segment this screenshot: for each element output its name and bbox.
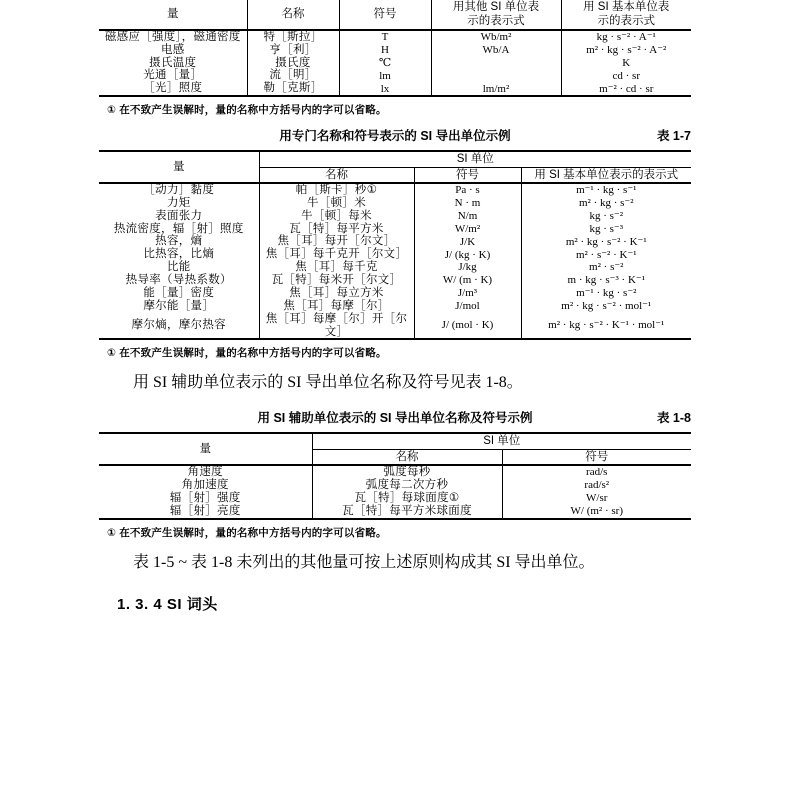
table-row [99, 235, 691, 248]
cell-other-expression: Wb/A [431, 44, 561, 57]
cell-symbol: J/m³ [414, 287, 521, 300]
cell-name: 亨［利］ [247, 44, 339, 57]
table-row [99, 30, 691, 44]
cell-base-expression: m² · kg · s⁻² · K⁻¹ [521, 235, 691, 248]
cell-name: 勒［克斯］ [247, 82, 339, 96]
cell-name: 瓦［特］每平方米 [259, 223, 414, 236]
cell-quantity: 光通［量］ [143, 69, 203, 82]
cell-name: 特［斯拉］ [247, 30, 339, 44]
table-1-8-caption-title: 用 SI 辅助单位表示的 SI 导出单位名称及符号示例 [257, 411, 533, 426]
table-row [99, 183, 691, 197]
cell-base-expression: cd · sr [561, 69, 691, 82]
table-row [99, 479, 691, 492]
header-quantity: 量 [99, 151, 259, 183]
cell-quantity: 角加速度 [181, 479, 229, 491]
table-row [99, 465, 691, 479]
cell-name: 牛［顿］每米 [259, 210, 414, 223]
table-1-7-caption [99, 119, 691, 150]
cell-symbol: rad/s [502, 465, 691, 479]
header-base-si-expression [561, 0, 691, 30]
table-1-8-body [99, 465, 691, 519]
cell-base-expression: m⁻¹ · kg · s⁻² [521, 287, 691, 300]
cell-quantity: 角速度 [187, 466, 223, 479]
table-1-7-container [99, 150, 691, 340]
cell-quantity: 热流密度，辐［射］照度 [113, 222, 244, 235]
cell-name: 流［明］ [247, 69, 339, 82]
cell-base-expression: m² · s⁻² [521, 261, 691, 274]
table-row [99, 248, 691, 261]
table-row [99, 82, 691, 96]
cell-symbol: W/sr [502, 492, 691, 505]
cell-symbol: W/m² [414, 223, 521, 236]
cell-symbol: W/ (m² · sr) [502, 505, 691, 519]
cell-name: 瓦［特］每球面度① [312, 492, 502, 505]
cell-quantity: 比热容，比熵 [143, 248, 215, 261]
table-1-8-container [99, 432, 691, 519]
header-symbol: 符号 [502, 449, 691, 465]
cell-quantity: ［光］照度 [143, 82, 203, 95]
table-1-8-footnote: ① 在不致产生误解时，量的名称中方括号内的字可以省略。 [107, 526, 387, 539]
cell-symbol: lm [339, 69, 431, 82]
cell-base-expression: m² · kg · s⁻² · mol⁻¹ [521, 300, 691, 313]
paragraph-before-table-1-8: 用 SI 辅助单位表示的 SI 导出单位名称及符号见表 1-8。 [133, 374, 523, 392]
cell-base-expression: K [561, 57, 691, 70]
cell-name: 帕［斯卡］秒① [259, 183, 414, 197]
cell-other-expression: lm/m² [431, 82, 561, 96]
cell-base-expression: kg · s⁻² [521, 210, 691, 223]
table-header-row-group [99, 151, 691, 167]
cell-symbol: J/ (mol · K) [414, 313, 521, 340]
cell-symbol: W/ (m · K) [414, 274, 521, 287]
table-1-6-footnote: ① 在不致产生误解时，量的名称中方括号内的字可以省略。 [107, 104, 387, 117]
table-1-8-caption [99, 401, 691, 432]
cell-base-expression: m² · kg · s⁻² · A⁻² [561, 44, 691, 57]
header-symbol: 符号 [339, 0, 431, 30]
cell-symbol: T [339, 30, 431, 44]
cell-base-expression: kg · s⁻² · A⁻¹ [561, 30, 691, 44]
table-1-8 [99, 432, 691, 519]
cell-base-expression: m² · s⁻² · K⁻¹ [521, 248, 691, 261]
cell-symbol: N · m [414, 197, 521, 210]
header-si-unit: SI 单位 [312, 433, 691, 449]
cell-quantity: ［动力］黏度 [143, 183, 215, 196]
header-base-si-line1: 用 SI 基本单位表 [583, 1, 670, 13]
cell-name: 瓦［特］每米开［尔文］ [259, 274, 414, 287]
cell-symbol: rad/s² [502, 479, 691, 492]
cell-quantity: 热导率（导热系数） [125, 274, 232, 286]
cell-other-expression: Wb/m² [431, 30, 561, 44]
cell-symbol: J/mol [414, 300, 521, 313]
header-base-si-line2: 示的表示式 [597, 15, 655, 28]
cell-base-expression: kg · s⁻³ [521, 223, 691, 236]
table-1-7-footnote: ① 在不致产生误解时，量的名称中方括号内的字可以省略。 [107, 347, 387, 360]
header-symbol: 符号 [414, 167, 521, 183]
cell-name: 牛［顿］米 [259, 197, 414, 210]
cell-name: 摄氏度 [247, 57, 339, 70]
cell-symbol: ℃ [339, 57, 431, 70]
cell-quantity: 比能 [166, 261, 191, 274]
header-other-si-expression [431, 0, 561, 30]
table-header-row-group [99, 433, 691, 449]
cell-quantity: 磁感应［强度］，磁通密度 [104, 30, 241, 43]
cell-quantity: 力矩 [166, 196, 191, 209]
section-heading-1-3-4: 1. 3. 4 SI 词头 [117, 595, 218, 613]
table-row [99, 44, 691, 57]
table-1-6 [99, 0, 691, 97]
table-row [99, 197, 691, 210]
header-base-expression: 用 SI 基本单位表示的表示式 [521, 167, 691, 183]
cell-base-expression: m² · kg · s⁻² [521, 197, 691, 210]
cell-base-expression: m⁻² · cd · sr [561, 82, 691, 96]
cell-name: 焦［耳］每开［尔文］ [259, 235, 414, 248]
header-name: 名称 [247, 0, 339, 30]
cell-symbol: Pa · s [414, 183, 521, 197]
header-name: 名称 [312, 449, 502, 465]
cell-name: 弧度每二次方秒 [312, 479, 502, 492]
table-1-8-caption-number: 表 1-8 [656, 411, 691, 426]
table-1-6-body [99, 30, 691, 96]
cell-symbol: lx [339, 82, 431, 96]
header-quantity: 量 [99, 433, 312, 465]
cell-name: 焦［耳］每摩［尔］开［尔文］ [259, 313, 414, 340]
cell-quantity: 能［量］密度 [143, 286, 215, 299]
header-si-unit: SI 单位 [259, 151, 691, 167]
cell-base-expression: m² · kg · s⁻² · K⁻¹ · mol⁻¹ [521, 313, 691, 340]
cell-symbol: J/K [414, 235, 521, 248]
cell-symbol: J/kg [414, 261, 521, 274]
table-row [99, 300, 691, 313]
table-1-7-caption-title: 用专门名称和符号表示的 SI 导出单位示例 [279, 129, 511, 144]
table-row [99, 274, 691, 287]
table-row [99, 223, 691, 236]
table-1-6-container [99, 0, 691, 97]
header-other-si-line2: 示的表示式 [467, 15, 525, 28]
header-quantity: 量 [167, 8, 179, 21]
header-other-si-line1: 用其他 SI 单位表 [452, 1, 540, 13]
cell-other-expression [431, 57, 561, 70]
cell-quantity: 电感 [160, 43, 185, 56]
cell-name: 焦［耳］每千克 [259, 261, 414, 274]
cell-name: 弧度每秒 [312, 465, 502, 479]
table-row [99, 313, 691, 340]
table-row [99, 492, 691, 505]
table-row [99, 505, 691, 519]
cell-name: 瓦［特］每平方米球面度 [312, 505, 502, 519]
table-row [99, 210, 691, 223]
table-row [99, 69, 691, 82]
table-1-7-body [99, 183, 691, 340]
cell-base-expression: m⁻¹ · kg · s⁻¹ [521, 183, 691, 197]
cell-name: 焦［耳］每摩［尔］ [259, 300, 414, 313]
cell-quantity: 摄氏温度 [149, 56, 197, 69]
table-header-row [99, 0, 691, 30]
cell-symbol: N/m [414, 210, 521, 223]
table-1-7-caption-number: 表 1-7 [656, 129, 691, 144]
cell-other-expression [431, 69, 561, 82]
header-name: 名称 [259, 167, 414, 183]
cell-symbol: H [339, 44, 431, 57]
table-row [99, 261, 691, 274]
cell-quantity: 表面张力 [155, 209, 203, 222]
cell-name: 焦［耳］每立方米 [259, 287, 414, 300]
table-row [99, 287, 691, 300]
cell-quantity: 辐［射］亮度 [169, 504, 241, 517]
cell-symbol: J/ (kg · K) [414, 248, 521, 261]
table-1-7 [99, 150, 691, 340]
cell-quantity: 热容，熵 [155, 235, 203, 248]
cell-base-expression: m · kg · s⁻³ · K⁻¹ [521, 274, 691, 287]
cell-quantity: 摩尔能［量］ [143, 299, 215, 312]
table-row [99, 57, 691, 70]
cell-name: 焦［耳］每千克开［尔文］ [259, 248, 414, 261]
cell-quantity: 辐［射］强度 [169, 491, 241, 504]
paragraph-after-table-1-8: 表 1-5 ~ 表 1-8 未列出的其他量可按上述原则构成其 SI 导出单位。 [133, 553, 595, 571]
cell-quantity: 摩尔熵，摩尔热容 [131, 319, 226, 332]
